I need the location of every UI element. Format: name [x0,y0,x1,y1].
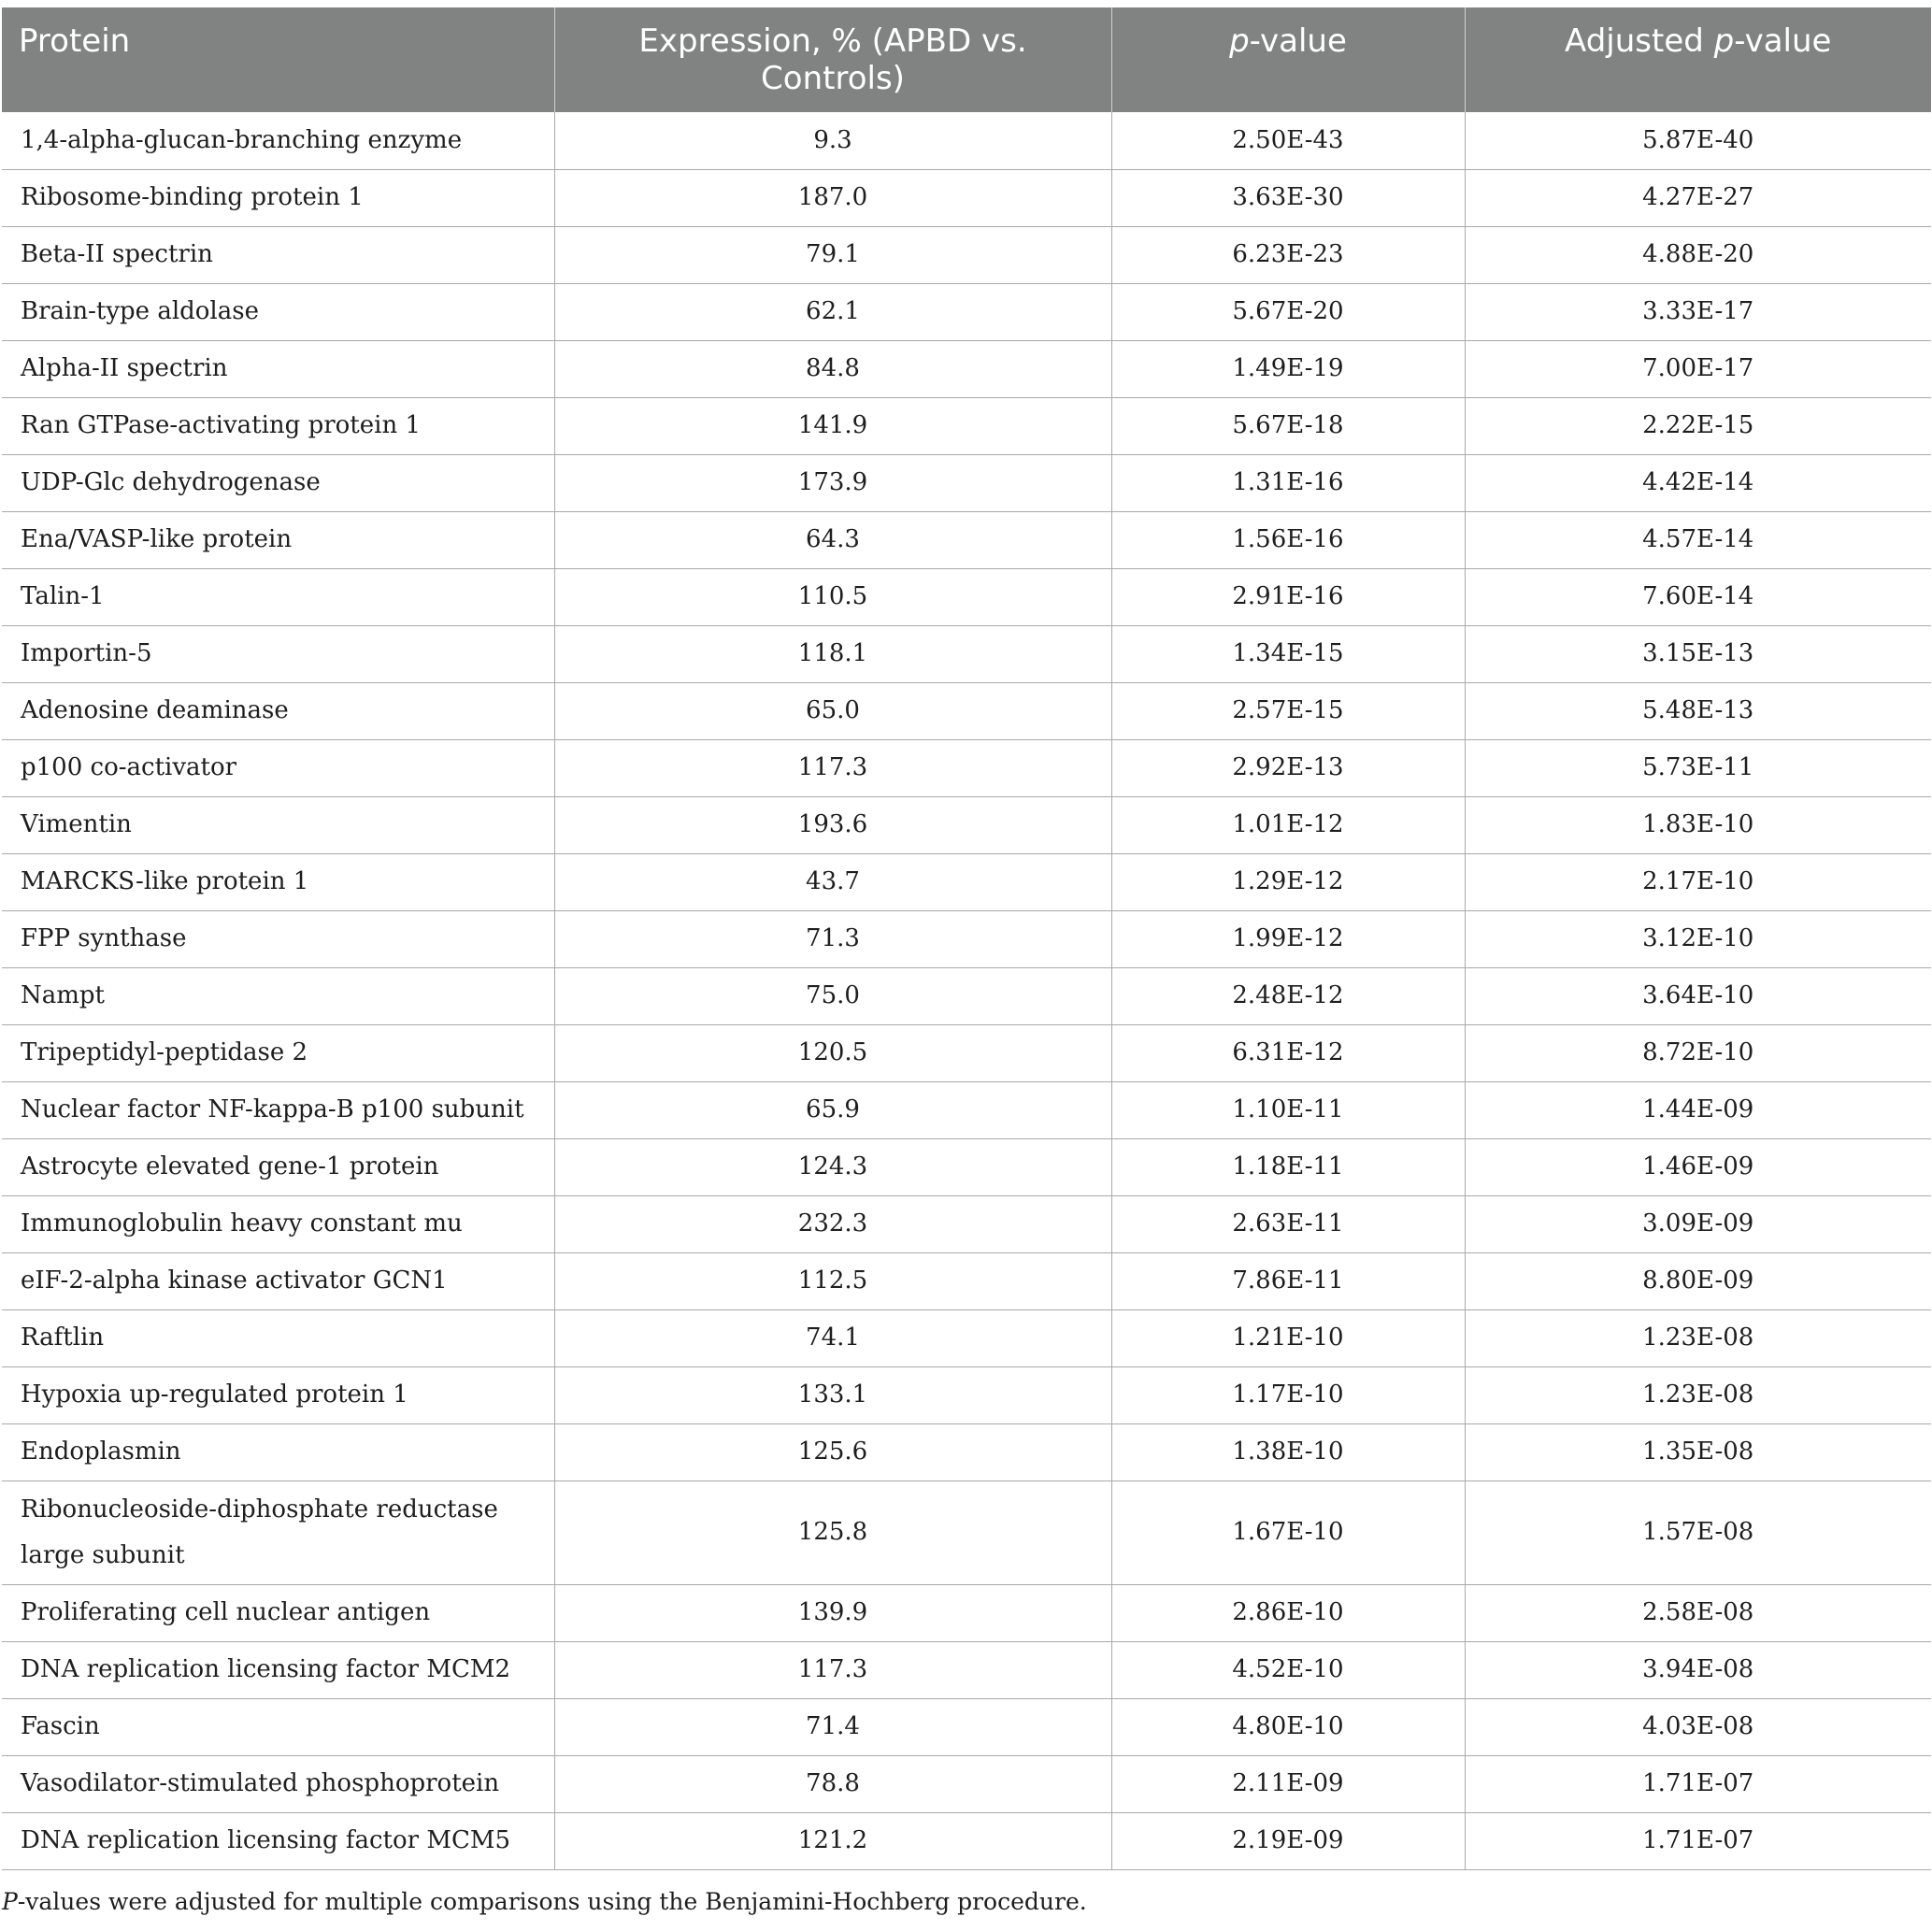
table-row [2,1584,1931,1641]
table-row [2,682,1931,739]
expression-cell: 232.3 [554,1195,1111,1252]
table-row [2,112,1931,169]
table-row [2,1423,1931,1480]
table-row [2,625,1931,682]
p-value-cell: 1.56E-16 [1111,511,1465,568]
header-adjusted-rest: -value [1734,22,1832,60]
adjusted-p-value-cell: 8.80E-09 [1465,1252,1931,1309]
p-value-cell: 2.86E-10 [1111,1584,1465,1641]
adjusted-p-value-cell: 3.15E-13 [1465,625,1931,682]
p-value-cell: 3.63E-30 [1111,169,1465,226]
expression-cell: 141.9 [554,397,1111,454]
adjusted-p-value-cell: 1.23E-08 [1465,1366,1931,1423]
p-value-cell: 1.10E-11 [1111,1081,1465,1138]
p-value-cell: 2.50E-43 [1111,112,1465,169]
adjusted-p-value-cell: 2.58E-08 [1465,1584,1931,1641]
table-row [2,397,1931,454]
table-row [2,283,1931,340]
table-row [2,1641,1931,1698]
adjusted-p-value-cell: 1.83E-10 [1465,796,1931,853]
p-value-cell: 1.17E-10 [1111,1366,1465,1423]
protein-name-cell: Talin-1 [2,568,554,625]
p-value-cell: 5.67E-20 [1111,283,1465,340]
table-row [2,454,1931,511]
protein-name-cell: Importin-5 [2,625,554,682]
protein-name-cell: p100 co-activator [2,739,554,796]
p-value-cell: 5.67E-18 [1111,397,1465,454]
p-value-cell: 2.92E-13 [1111,739,1465,796]
p-value-cell: 1.49E-19 [1111,340,1465,397]
protein-name-cell: Nuclear factor NF-kappa-B p100 subunit [2,1081,554,1138]
adjusted-p-value-cell: 4.88E-20 [1465,226,1931,283]
adjusted-p-value-cell: 4.27E-27 [1465,169,1931,226]
header-p-value [1111,7,1465,112]
p-value-cell: 1.99E-12 [1111,910,1465,967]
expression-cell: 173.9 [554,454,1111,511]
protein-name-cell: Ribosome-binding protein 1 [2,169,554,226]
protein-name-cell: Tripeptidyl-peptidase 2 [2,1024,554,1081]
table-row [2,1138,1931,1195]
protein-name-cell: Raftlin [2,1309,554,1366]
p-value-cell: 1.29E-12 [1111,853,1465,910]
adjusted-p-value-cell: 2.22E-15 [1465,397,1931,454]
table-row [2,1812,1931,1869]
expression-cell: 79.1 [554,226,1111,283]
header-p-value-rest: -value [1249,22,1347,60]
protein-expression-table [2,7,1931,1870]
protein-name-cell: eIF-2-alpha kinase activator GCN1 [2,1252,554,1309]
table-row [2,910,1931,967]
expression-cell: 133.1 [554,1366,1111,1423]
table-row [2,1195,1931,1252]
protein-name-cell: Ran GTPase-activating protein 1 [2,397,554,454]
adjusted-p-value-cell: 1.71E-07 [1465,1755,1931,1812]
expression-cell: 125.6 [554,1423,1111,1480]
expression-cell: 65.0 [554,682,1111,739]
p-value-cell: 4.52E-10 [1111,1641,1465,1698]
p-value-cell: 1.01E-12 [1111,796,1465,853]
p-value-cell: 1.67E-10 [1111,1480,1465,1584]
expression-cell: 71.4 [554,1698,1111,1755]
expression-cell: 84.8 [554,340,1111,397]
adjusted-p-value-cell: 3.64E-10 [1465,967,1931,1024]
header-row [2,7,1931,112]
p-value-cell: 1.21E-10 [1111,1309,1465,1366]
protein-name-cell: Vasodilator-stimulated phosphoprotein [2,1755,554,1812]
header-adjusted-p-value [1465,7,1931,112]
protein-name-cell: FPP synthase [2,910,554,967]
protein-name-cell: Beta-II spectrin [2,226,554,283]
adjusted-p-value-cell: 4.57E-14 [1465,511,1931,568]
adjusted-p-value-cell: 1.44E-09 [1465,1081,1931,1138]
adjusted-p-value-cell: 2.17E-10 [1465,853,1931,910]
table-header [2,7,1931,112]
expression-cell: 64.3 [554,511,1111,568]
header-adjusted-italic: p [1713,22,1735,60]
protein-name-cell: DNA replication licensing factor MCM5 [2,1812,554,1869]
expression-cell: 125.8 [554,1480,1111,1584]
p-value-cell: 4.80E-10 [1111,1698,1465,1755]
protein-name-cell: 1,4-alpha-glucan-branching enzyme [2,112,554,169]
table-row [2,1081,1931,1138]
adjusted-p-value-cell: 1.46E-09 [1465,1138,1931,1195]
expression-cell: 118.1 [554,625,1111,682]
table-row [2,1024,1931,1081]
p-value-cell: 6.31E-12 [1111,1024,1465,1081]
p-value-cell: 2.63E-11 [1111,1195,1465,1252]
expression-cell: 65.9 [554,1081,1111,1138]
expression-cell: 112.5 [554,1252,1111,1309]
header-p-value-italic: p [1229,22,1250,60]
table-row [2,853,1931,910]
adjusted-p-value-cell: 3.09E-09 [1465,1195,1931,1252]
expression-cell: 139.9 [554,1584,1111,1641]
p-value-cell: 1.38E-10 [1111,1423,1465,1480]
protein-name-cell: Proliferating cell nuclear antigen [2,1584,554,1641]
table-row [2,1755,1931,1812]
adjusted-p-value-cell: 1.71E-07 [1465,1812,1931,1869]
expression-cell: 120.5 [554,1024,1111,1081]
adjusted-p-value-cell: 4.03E-08 [1465,1698,1931,1755]
p-value-cell: 6.23E-23 [1111,226,1465,283]
expression-cell: 187.0 [554,169,1111,226]
adjusted-p-value-cell: 1.23E-08 [1465,1309,1931,1366]
adjusted-p-value-cell: 7.60E-14 [1465,568,1931,625]
table-row [2,511,1931,568]
protein-name-cell: Adenosine deaminase [2,682,554,739]
expression-cell: 78.8 [554,1755,1111,1812]
header-adjusted-prefix: Adjusted [1565,22,1714,60]
table-row [2,1480,1931,1584]
expression-cell: 62.1 [554,283,1111,340]
adjusted-p-value-cell: 1.57E-08 [1465,1480,1931,1584]
expression-cell: 74.1 [554,1309,1111,1366]
adjusted-p-value-cell: 3.12E-10 [1465,910,1931,967]
adjusted-p-value-cell: 5.73E-11 [1465,739,1931,796]
protein-name-cell: Ena/VASP-like protein [2,511,554,568]
expression-cell: 110.5 [554,568,1111,625]
p-value-cell: 2.91E-16 [1111,568,1465,625]
table-row [2,226,1931,283]
table-row [2,1309,1931,1366]
adjusted-p-value-cell: 3.94E-08 [1465,1641,1931,1698]
table-row [2,967,1931,1024]
p-value-cell: 7.86E-11 [1111,1252,1465,1309]
expression-cell: 9.3 [554,112,1111,169]
p-value-cell: 2.11E-09 [1111,1755,1465,1812]
header-expression: Expression, % (APBD vs. Controls) [554,7,1111,112]
protein-name-cell: Immunoglobulin heavy constant mu [2,1195,554,1252]
protein-name-cell: Vimentin [2,796,554,853]
protein-name-cell: Hypoxia up-regulated protein 1 [2,1366,554,1423]
expression-cell: 117.3 [554,1641,1111,1698]
adjusted-p-value-cell: 5.87E-40 [1465,112,1931,169]
adjusted-p-value-cell: 8.72E-10 [1465,1024,1931,1081]
adjusted-p-value-cell: 1.35E-08 [1465,1423,1931,1480]
expression-cell: 75.0 [554,967,1111,1024]
table-body [2,112,1931,1869]
table-row [2,796,1931,853]
p-value-cell: 1.31E-16 [1111,454,1465,511]
expression-cell: 117.3 [554,739,1111,796]
protein-name-cell: MARCKS-like protein 1 [2,853,554,910]
footnote-text: -values were adjusted for multiple comparisons using the Benjamini-Hochberg procedure. [17,1888,1087,1915]
table-row [2,1366,1931,1423]
protein-name-cell: Alpha-II spectrin [2,340,554,397]
protein-name-cell: Ribonucleoside-diphosphate reductase large subunit [2,1480,554,1584]
adjusted-p-value-cell: 5.48E-13 [1465,682,1931,739]
p-value-cell: 1.18E-11 [1111,1138,1465,1195]
protein-name-cell: Nampt [2,967,554,1024]
protein-name-cell: Fascin [2,1698,554,1755]
table-row [2,1252,1931,1309]
expression-cell: 193.6 [554,796,1111,853]
adjusted-p-value-cell: 4.42E-14 [1465,454,1931,511]
table-row [2,739,1931,796]
table-row [2,568,1931,625]
protein-name-cell: Endoplasmin [2,1423,554,1480]
table-footnote [2,1888,1087,1915]
p-value-cell: 2.19E-09 [1111,1812,1465,1869]
adjusted-p-value-cell: 3.33E-17 [1465,283,1931,340]
p-value-cell: 2.48E-12 [1111,967,1465,1024]
expression-cell: 71.3 [554,910,1111,967]
adjusted-p-value-cell: 7.00E-17 [1465,340,1931,397]
protein-name-cell: UDP-Glc dehydrogenase [2,454,554,511]
table-row [2,1698,1931,1755]
p-value-cell: 1.34E-15 [1111,625,1465,682]
table-row [2,340,1931,397]
expression-cell: 43.7 [554,853,1111,910]
expression-cell: 121.2 [554,1812,1111,1869]
header-protein: Protein [2,7,554,112]
p-value-cell: 2.57E-15 [1111,682,1465,739]
protein-name-cell: DNA replication licensing factor MCM2 [2,1641,554,1698]
protein-name-cell: Astrocyte elevated gene-1 protein [2,1138,554,1195]
protein-name-cell: Brain-type aldolase [2,283,554,340]
expression-cell: 124.3 [554,1138,1111,1195]
footnote-italic: P [2,1888,18,1915]
table-row [2,169,1931,226]
